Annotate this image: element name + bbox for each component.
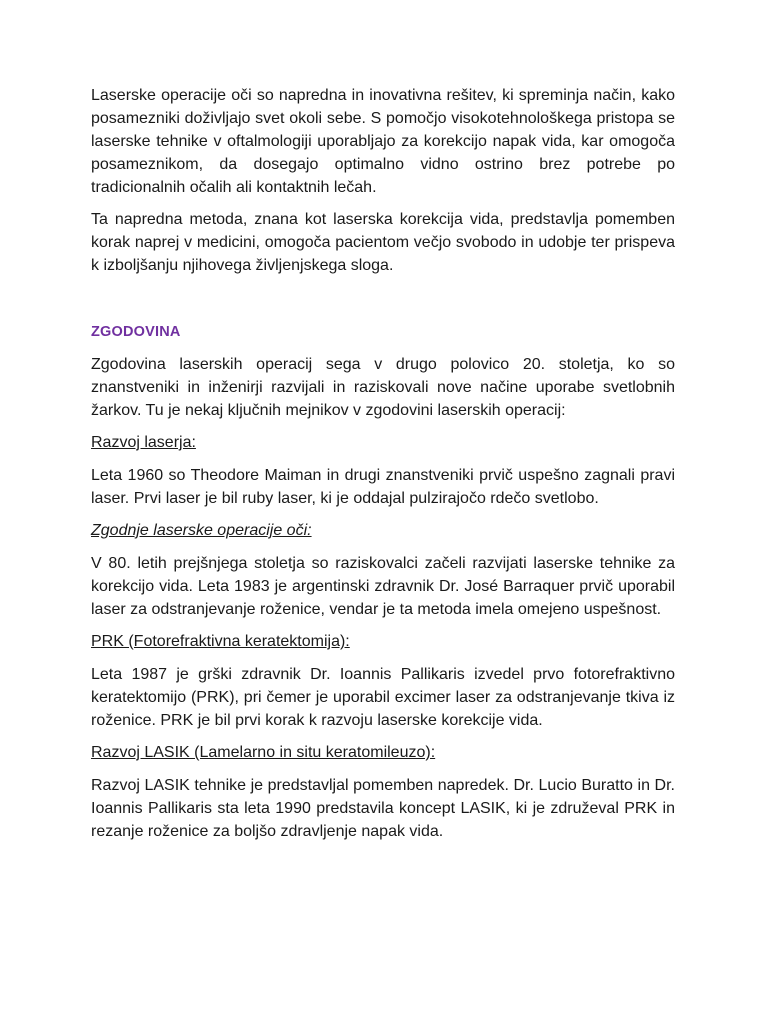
- document-page: [91, 84, 675, 843]
- subheading-lasik: Razvoj LASIK (Lamelarno in situ keratomileuzo):: [91, 744, 436, 761]
- subheading-prk: PRK (Fotorefraktivna keratektomija):: [91, 633, 350, 650]
- paragraph-laser-development: Leta 1960 so Theodore Maiman in drugi znanstveniki prvič uspešno zagnali pravi laser. Prvi laser je bil ruby laser, ki je oddajal pulzirajočo rdečo svetlobo.: [91, 467, 675, 507]
- intro-paragraph-2: Ta napredna metoda, znana kot laserska korekcija vida, predstavlja pomemben korak naprej v medicini, omogoča pacientom večjo svobodo in udobje ter prispeva k izboljšanju njihovega življenjskega sloga.: [91, 211, 675, 274]
- subheading-early-eye-surgery: Zgodnje laserske operacije oči:: [91, 522, 312, 539]
- intro-paragraph-1: Laserske operacije oči so napredna in inovativna rešitev, ki spreminja način, kako posamezniki doživljajo svet okoli sebe. S pomočjo visokotehnološkega pristopa se laserske tehnike v oftalmologiji uporabljajo za korekcijo napak vida, kar omogoča posameznikom, da dosegajo optimalno vidno ostrino brez potrebe po tradicionalnih očalih ali kontaktnih lečah.: [91, 87, 675, 196]
- paragraph-lasik: Razvoj LASIK tehnike je predstavljal pomemben napredek. Dr. Lucio Buratto in Dr. Ioannis Pallikaris sta leta 1990 predstavila koncept LASIK, ki je združeval PRK in rezanje roženice za boljšo zdravljenje napak vida.: [91, 777, 675, 840]
- paragraph-prk: Leta 1987 je grški zdravnik Dr. Ioannis Pallikaris izvedel prvo fotorefraktivno keratektomijo (PRK), pri čemer je uporabil excimer laser za odstranjevanje tkiva iz roženice. PRK je bil prvi korak k razvoju laserske korekcije vida.: [91, 666, 675, 729]
- paragraph-early-eye-surgery: V 80. letih prejšnjega stoletja so raziskovalci začeli razvijati laserske tehnike za korekcijo vida. Leta 1983 je argentinski zdravnik Dr. José Barraquer prvič uporabil laser za odstranjevanje roženice, vendar je ta metoda imela omejeno uspešnost.: [91, 555, 675, 618]
- subheading-laser-development: Razvoj laserja:: [91, 434, 196, 451]
- history-intro-paragraph: Zgodovina laserskih operacij sega v drugo polovico 20. stoletja, ko so znanstveniki in inženirji razvijali in raziskovali nove načine uporabe svetlobnih žarkov. Tu je nekaj ključnih mejnikov v zgodovini laserskih operacij:: [91, 356, 675, 419]
- section-heading: ZGODOVINA: [91, 324, 181, 340]
